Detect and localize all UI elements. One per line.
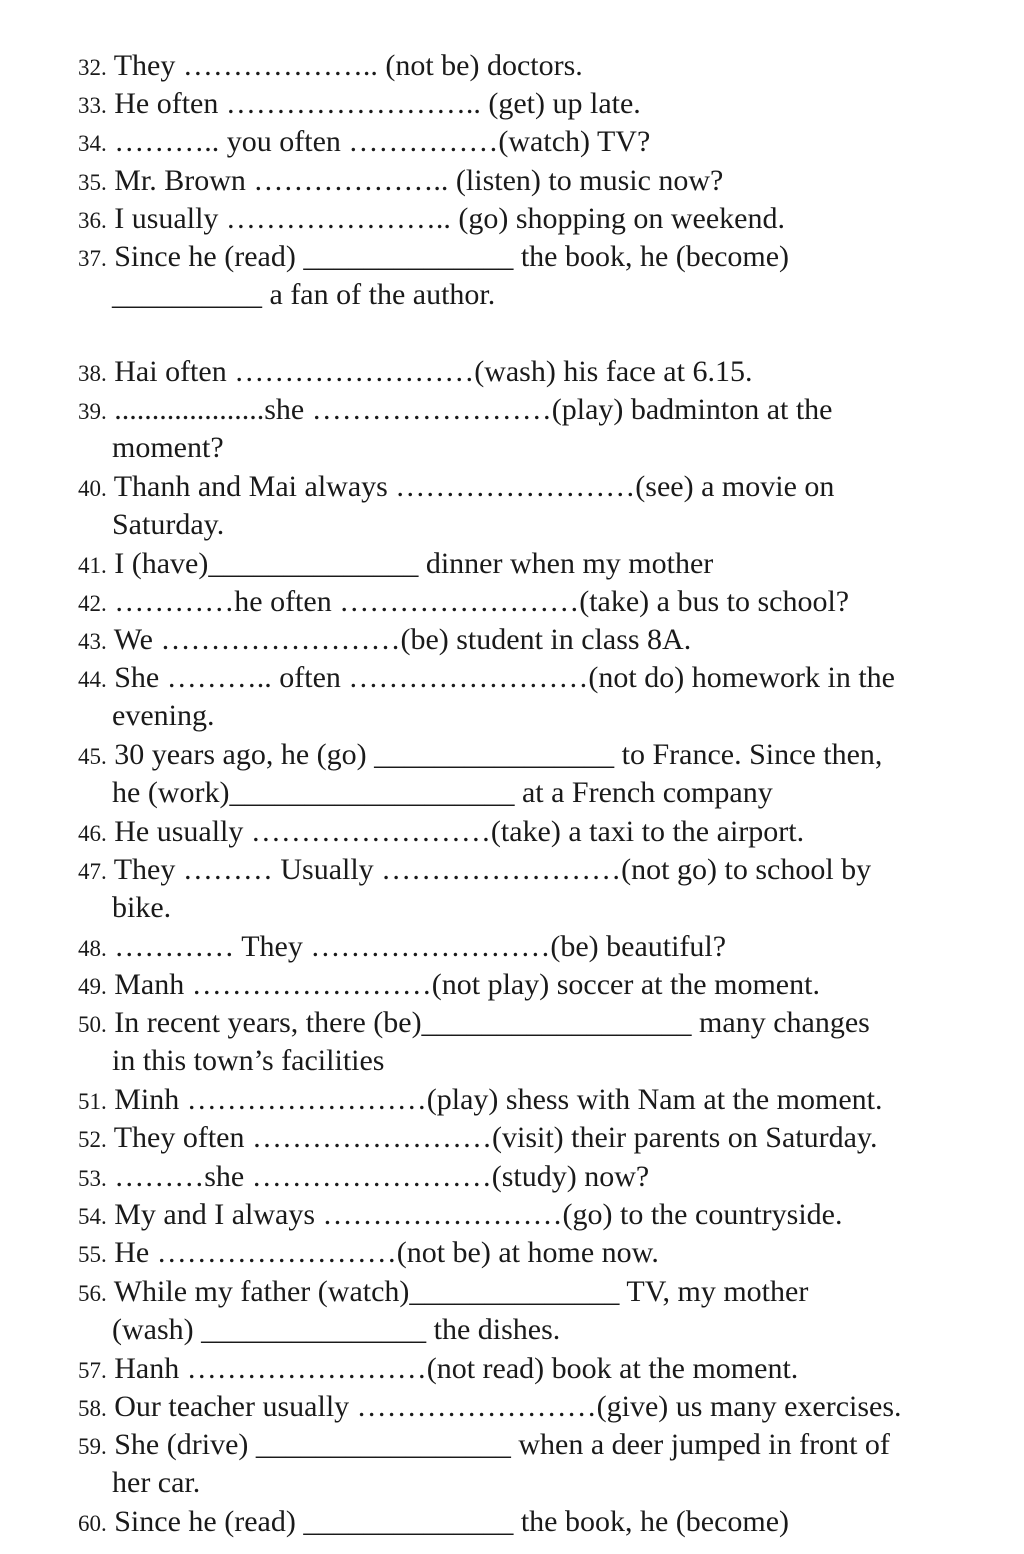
exercise-item-continuation — [112, 506, 224, 544]
exercise-item — [78, 391, 833, 429]
exercise-number: 49. — [78, 974, 107, 999]
exercise-number: 56. — [78, 1281, 107, 1306]
exercise-text: Mr. Brown ……………….. (listen) to music now? — [114, 164, 724, 197]
exercise-number: 33. — [78, 93, 107, 118]
exercise-number: 36. — [78, 208, 107, 233]
exercise-text: 30 years ago, he (go) ________________ to France. Since then, — [114, 738, 883, 771]
exercise-item — [78, 238, 789, 276]
exercise-number: 59. — [78, 1434, 107, 1459]
exercise-number: 37. — [78, 246, 107, 271]
exercise-text: My and I always ……………………(go) to the countryside. — [114, 1198, 843, 1231]
exercise-text: They ……………….. (not be) doctors. — [113, 49, 583, 82]
exercise-item — [78, 1119, 877, 1157]
exercise-number: 55. — [78, 1242, 107, 1267]
exercise-item — [78, 1503, 789, 1541]
exercise-item-continuation — [112, 429, 224, 467]
exercise-number: 35. — [78, 170, 107, 195]
exercise-number: 32. — [78, 55, 107, 80]
exercise-item-continuation — [112, 889, 171, 927]
exercise-item — [78, 545, 713, 583]
exercise-text: They ……… Usually ……………………(not go) to school by — [113, 853, 872, 886]
exercise-item-continuation — [112, 276, 495, 314]
exercise-text: She ……….. often ……………………(not do) homework in the — [114, 661, 895, 694]
exercise-number: 54. — [78, 1204, 107, 1229]
exercise-number: 58. — [78, 1396, 107, 1421]
exercise-text: evening. — [112, 699, 215, 732]
exercise-item-continuation — [112, 697, 214, 735]
exercise-item — [78, 468, 834, 506]
exercise-item — [78, 1350, 798, 1388]
exercise-text: We ……………………(be) student in class 8A. — [113, 623, 692, 656]
exercise-text: I (have)______________ dinner when my mother — [114, 547, 714, 580]
exercise-text: ……….. you often ……………(watch) TV? — [114, 125, 651, 158]
exercise-text: (wash) _______________ the dishes. — [112, 1313, 561, 1346]
exercise-text: ………she ……………………(study) now? — [114, 1160, 650, 1193]
exercise-text: Since he (read) ______________ the book, he (become) — [114, 240, 790, 273]
exercise-item — [78, 966, 820, 1004]
exercise-number: 43. — [78, 629, 107, 654]
exercise-text: While my father (watch)______________ TV, my mother — [113, 1275, 809, 1308]
exercise-text: Our teacher usually ……………………(give) us many exercises. — [114, 1390, 902, 1423]
exercise-item — [78, 1196, 842, 1234]
exercise-item-continuation — [112, 774, 773, 812]
exercise-item — [78, 47, 583, 85]
exercise-number: 53. — [78, 1166, 107, 1191]
exercise-text: He usually ……………………(take) a taxi to the airport. — [114, 815, 805, 848]
exercise-item — [78, 85, 641, 123]
exercise-text: he (work)___________________ at a French company — [112, 776, 773, 809]
exercise-item — [78, 621, 691, 659]
exercise-text: He ……………………(not be) at home now. — [114, 1236, 659, 1269]
exercise-number: 34. — [78, 131, 107, 156]
exercise-number: 50. — [78, 1012, 107, 1037]
exercise-number: 44. — [78, 667, 107, 692]
exercise-item — [78, 851, 871, 889]
exercise-item-continuation — [112, 1042, 384, 1080]
exercise-text: Hanh ……………………(not read) book at the moment. — [114, 1352, 799, 1385]
exercise-item-continuation — [112, 1311, 560, 1349]
exercise-text: Thanh and Mai always ……………………(see) a movie on — [113, 470, 835, 503]
exercise-item — [78, 1426, 890, 1464]
exercise-item — [78, 162, 723, 200]
exercise-text: …………he often ……………………(take) a bus to school? — [114, 585, 850, 618]
exercise-text: ....................she ……………………(play) badminton at the — [114, 393, 833, 426]
exercise-item — [78, 659, 895, 697]
exercise-number: 52. — [78, 1127, 107, 1152]
exercise-number: 38. — [78, 361, 107, 386]
exercise-item — [78, 1004, 870, 1042]
exercise-number: 57. — [78, 1358, 107, 1383]
exercise-text: I usually ………………….. (go) shopping on weekend. — [114, 202, 786, 235]
exercise-number: 51. — [78, 1089, 107, 1114]
exercise-text: Since he (read) ______________ the book, he (become) — [114, 1505, 790, 1538]
exercise-item — [78, 736, 882, 774]
exercise-text: Manh ……………………(not play) soccer at the moment. — [114, 968, 820, 1001]
exercise-text: moment? — [112, 431, 224, 464]
exercise-item — [78, 353, 752, 391]
exercise-text: In recent years, there (be)__________________ many changes — [114, 1006, 870, 1039]
exercise-text: Saturday. — [112, 508, 225, 541]
exercise-text: He often …………………….. (get) up late. — [114, 87, 641, 120]
exercise-number: 48. — [78, 936, 107, 961]
exercise-number: 45. — [78, 744, 107, 769]
exercise-item — [78, 583, 849, 621]
exercise-number: 47. — [78, 859, 107, 884]
exercise-item — [78, 928, 726, 966]
exercise-text: They often ……………………(visit) their parents on Saturday. — [113, 1121, 878, 1154]
exercise-text: her car. — [112, 1466, 201, 1499]
exercise-number: 60. — [78, 1511, 107, 1536]
exercise-item-continuation — [112, 1464, 200, 1502]
exercise-text: She (drive) _________________ when a deer jumped in front of — [114, 1428, 890, 1461]
exercise-item — [78, 1158, 649, 1196]
exercise-item — [78, 1234, 659, 1272]
exercise-text: bike. — [112, 891, 172, 924]
exercise-number: 40. — [78, 476, 107, 501]
exercise-item — [78, 1273, 808, 1311]
exercise-item — [78, 123, 650, 161]
exercise-text: Minh ……………………(play) shess with Nam at the moment. — [114, 1083, 883, 1116]
exercise-text: Hai often ……………………(wash) his face at 6.15. — [114, 355, 753, 388]
exercise-number: 42. — [78, 591, 107, 616]
exercise-number: 39. — [78, 399, 107, 424]
exercise-text: in this town’s facilities — [112, 1044, 385, 1077]
exercise-item — [78, 813, 804, 851]
exercise-item — [78, 1081, 883, 1119]
exercise-text: ………… They ……………………(be) beautiful? — [114, 930, 727, 963]
exercise-text: __________ a fan of the author. — [112, 278, 496, 311]
exercise-number: 46. — [78, 821, 107, 846]
exercise-item — [78, 200, 785, 238]
exercise-item — [78, 1388, 902, 1426]
exercise-number: 41. — [78, 553, 107, 578]
